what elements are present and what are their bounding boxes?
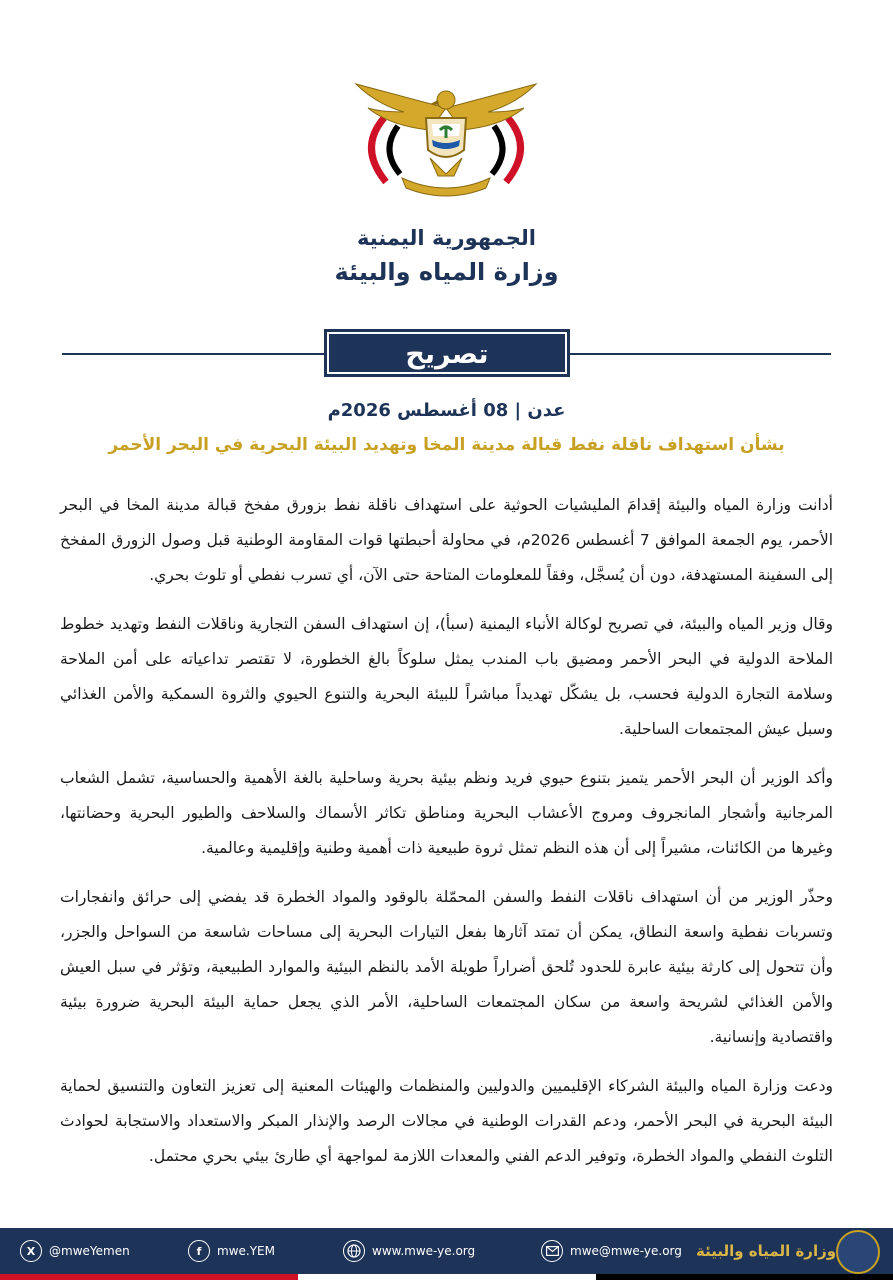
facebook-icon: f (188, 1240, 210, 1262)
envelope-icon (541, 1240, 563, 1262)
yemen-eagle-emblem (346, 78, 546, 202)
website-url: www.mwe-ye.org (372, 1244, 476, 1258)
paragraph: وقال وزير المياه والبيئة، في تصريح لوكالة الأنباء اليمنية (سبأ)، إن استهداف السفن التجارية وناقلات النفط وتهديد خطوط الملاحة الدولية في البحر الأحمر ومضيق باب المندب يمثل سلوكاً بالغ الخطورة، لا تقتصر تداعياته على أمن الملاحة وسلامة التجارة الدولية فحسب، بل يشكّل تهديداً مباشراً للبيئة البحرية والتنوع الحيوي والثروة السمكية والأمن الغذائي وسبل عيش المجتمعات الساحلية. (60, 615, 833, 738)
facebook-handle: mwe.YEM (217, 1244, 275, 1258)
divider-right (570, 353, 831, 355)
ministry-logo (836, 1230, 880, 1274)
website-contact[interactable] (343, 1231, 475, 1271)
email-address: mwe@mwe-ye.org (570, 1244, 682, 1258)
paragraph: وأكد الوزير أن البحر الأحمر يتميز بتنوع حيوي فريد ونظم بيئية بحرية وساحلية بالغة الأهمية والحساسية، تشمل الشعاب المرجانية وأشجار المانجروف ومروج الأعشاب البحرية ومناطق تكاثر الأسماك والسلاحف والطيور البحرية وحضانتها، وغيرها من الكائنات، مشيراً إلى أن هذه النظم تمثل ثروة طبيعية ذات أهمية وطنية وإقليمية وعالمية. (60, 769, 833, 857)
country-name: الجمهورية اليمنية (357, 226, 536, 250)
facebook-contact[interactable] (188, 1231, 275, 1271)
x-contact[interactable] (20, 1231, 130, 1271)
globe-icon (343, 1240, 365, 1262)
paragraph: أدانت وزارة المياه والبيئة إقدامَ المليشيات الحوثية على استهداف ناقلة نفط بزورق مفخخ قبالة مدينة المخا في البحر الأحمر، يوم الجمعة الموافق 7 أغسطس 2026م، في محاولة أحبطتها قوات المقاومة الوطنية قبل وصول الزورق المفخخ إلى السفينة المستهدفة، دون أن يُسجَّل، وفقاً للمعلومات المتاحة حتى الآن، أي تسرب نفطي أو تلوث بحري. (60, 496, 833, 584)
paragraph: وحذّر الوزير من أن استهداف ناقلات النفط والسفن المحمّلة بالوقود والمواد الخطرة قد يفضي إلى حرائق وانفجارات وتسربات نفطية واسعة النطاق، يمكن أن تمتد آثارها بفعل التيارات البحرية إلى مساحات شاسعة من السواحل والجزر، وأن تتحول إلى كارثة بيئية عابرة للحدود تُلحق أضراراً طويلة الأمد بالنظم البيئية والموارد الطبيعية، وتؤثر في سبل العيش والأمن الغذائي لشريحة واسعة من سكان المجتمعات الساحلية، الأمر الذي يجعل حماية البيئة البحرية ضرورة بيئية واقتصادية وإنسانية. (60, 888, 833, 1046)
divider-left (62, 353, 324, 355)
statement-body (60, 488, 833, 1188)
footer-ministry-name: وزارة المياه والبيئة (696, 1242, 837, 1260)
email-contact[interactable] (541, 1231, 682, 1271)
x-handle: @mweYemen (49, 1244, 130, 1258)
ministry-name: وزارة المياه والبيئة (334, 258, 559, 286)
statement-subject: بشأن استهداف ناقلة نفط قبالة مدينة المخا وتهديد البيئة البحرية في البحر الأحمر (108, 435, 785, 455)
flag-stripe (0, 1274, 893, 1280)
x-icon: X (20, 1240, 42, 1262)
document-type-label: تصريح (324, 329, 570, 377)
dateline: عدن | 08 أغسطس 2026م (327, 400, 566, 421)
paragraph: ودعت وزارة المياه والبيئة الشركاء الإقليميين والدوليين والمنظمات والهيئات المعنية إلى تعزيز التعاون والتنسيق لحماية البيئة البحرية في البحر الأحمر، ودعم القدرات الوطنية في مجالات الرصد والإنذار المبكر والاستعداد والاستجابة لحوادث التلوث النفطي والمواد الخطرة، وتوفير الدعم الفني والمعدات اللازمة لمواجهة أي طارئ بيئي بحري محتمل. (60, 1077, 833, 1165)
